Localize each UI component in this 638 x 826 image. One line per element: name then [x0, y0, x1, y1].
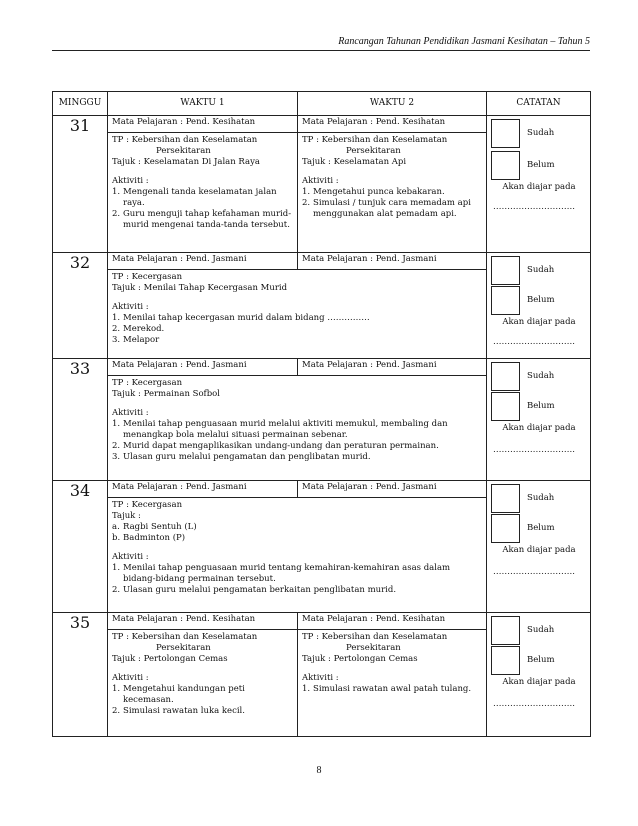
belum-label: Belum: [527, 655, 555, 665]
w2-subject: Mata Pelajaran : Pend. Jasmani: [298, 359, 487, 376]
shared-content: TP : Kecergasan Tajuk : a. Ragbi Sentuh (L) b. Badminton (P) Aktiviti : 1. Menilai tahap penguasaan murid tentang kemahiran-kemahiran asas dalam bidang-bidang permainan tersebut. 2. Ulasan guru melalui pengamatan berkaitan penglibatan murid.: [108, 498, 487, 613]
catatan-cell: [487, 481, 591, 613]
table-header-row: [53, 92, 591, 116]
col-waktu1: WAKTU 1: [108, 92, 298, 116]
catatan-cell: [487, 613, 591, 737]
akan-date-field[interactable]: ………………………..: [493, 567, 575, 577]
akan-label: Akan diajar pada: [502, 677, 576, 687]
sudah-label: Sudah: [527, 371, 555, 381]
sudah-label: Sudah: [527, 625, 555, 635]
shared-content: TP : Kecergasan Tajuk : Permainan Sofbol Aktiviti : 1. Menilai tahap penguasaan murid melalui aktiviti memukul, membaling dan menangkap bola melalui situasi permainan sebenar. 2. Murid dapat mengaplikasikan undang-undang dan peraturan permainan. 3. Ulasan guru melalui pengamatan dan penglibatan murid.: [108, 376, 487, 481]
sudah-checkbox[interactable]: [491, 362, 520, 391]
catatan-cell: [487, 253, 591, 359]
w2-subject: Mata Pelajaran : Pend. Kesihatan: [298, 116, 487, 133]
akan-date-field[interactable]: ………………………..: [493, 445, 575, 455]
week-34-row: [53, 481, 591, 498]
akan-date-field[interactable]: ………………………..: [493, 337, 575, 347]
belum-label: Belum: [527, 160, 555, 170]
w1-subject: Mata Pelajaran : Pend. Kesihatan: [108, 613, 298, 630]
sudah-label: Sudah: [527, 128, 555, 138]
akan-label: Akan diajar pada: [502, 317, 576, 327]
belum-label: Belum: [527, 295, 555, 305]
sudah-checkbox[interactable]: [491, 256, 520, 285]
col-waktu2: WAKTU 2: [298, 92, 487, 116]
w2-content: TP : Kebersihan dan Keselamatan Persekitaran Tajuk : Pertolongan Cemas Aktiviti : 1. Simulasi rawatan awal patah tulang.: [298, 630, 487, 737]
shared-content: TP : Kecergasan Tajuk : Menilai Tahap Kecergasan Murid Aktiviti : 1. Menilai tahap kecergasan murid dalam bidang …………… 2. Merekod. 3. Melapor: [108, 270, 487, 359]
w1-content: TP : Kebersihan dan Keselamatan Persekitaran Tajuk : Pertolongan Cemas Aktiviti : 1. Mengetahui kandungan peti kecemasan. 2. Simulasi rawatan luka kecil.: [108, 630, 298, 737]
sudah-checkbox[interactable]: [491, 484, 520, 513]
sudah-checkbox[interactable]: [491, 119, 520, 148]
week-32-row: [53, 253, 591, 270]
week-31-row: [53, 116, 591, 133]
belum-checkbox[interactable]: [491, 286, 520, 315]
belum-checkbox[interactable]: [491, 514, 520, 543]
sudah-checkbox[interactable]: [491, 616, 520, 645]
yearly-plan-table: [52, 91, 591, 737]
belum-checkbox[interactable]: [491, 646, 520, 675]
week-number: 33: [53, 359, 108, 481]
w1-subject: Mata Pelajaran : Pend. Jasmani: [108, 253, 298, 270]
catatan-cell: [487, 359, 591, 481]
belum-checkbox[interactable]: [491, 392, 520, 421]
week-33-row: [53, 359, 591, 376]
w2-content: TP : Kebersihan dan Keselamatan Persekitaran Tajuk : Keselamatan Api Aktiviti : 1. Mengetahui punca kebakaran. 2. Simulasi / tunjuk cara memadam api menggunakan alat pemadam api.: [298, 133, 487, 253]
w2-subject: Mata Pelajaran : Pend. Kesihatan: [298, 613, 487, 630]
catatan-cell: [487, 116, 591, 253]
w2-subject: Mata Pelajaran : Pend. Jasmani: [298, 253, 487, 270]
akan-label: Akan diajar pada: [502, 423, 576, 433]
page-number: 8: [316, 765, 322, 776]
week-35-row: [53, 613, 591, 630]
akan-label: Akan diajar pada: [502, 182, 576, 192]
week-number: 34: [53, 481, 108, 613]
w1-content: TP : Kebersihan dan Keselamatan Persekitaran Tajuk : Keselamatan Di Jalan Raya Aktiviti : 1. Mengenali tanda keselamatan jalan raya. 2. Guru menguji tahap kefahaman murid-murid mengenai tanda-tanda tersebut.: [108, 133, 298, 253]
w1-subject: Mata Pelajaran : Pend. Kesihatan: [108, 116, 298, 133]
belum-checkbox[interactable]: [491, 151, 520, 180]
akan-label: Akan diajar pada: [502, 545, 576, 555]
belum-label: Belum: [527, 523, 555, 533]
week-number: 32: [53, 253, 108, 359]
sudah-label: Sudah: [527, 265, 555, 275]
page-header: Rancangan Tahunan Pendidikan Jasmani Kesihatan – Tahun 5: [338, 36, 590, 47]
belum-label: Belum: [527, 401, 555, 411]
col-catatan: CATATAN: [487, 92, 591, 116]
header-rule: [52, 50, 590, 51]
week-number: 35: [53, 613, 108, 737]
akan-date-field[interactable]: ………………………..: [493, 699, 575, 709]
col-minggu: MINGGU: [53, 92, 108, 116]
sudah-label: Sudah: [527, 493, 555, 503]
akan-date-field[interactable]: ………………………..: [493, 202, 575, 212]
w2-subject: Mata Pelajaran : Pend. Jasmani: [298, 481, 487, 498]
w1-subject: Mata Pelajaran : Pend. Jasmani: [108, 359, 298, 376]
w1-subject: Mata Pelajaran : Pend. Jasmani: [108, 481, 298, 498]
week-number: 31: [53, 116, 108, 253]
